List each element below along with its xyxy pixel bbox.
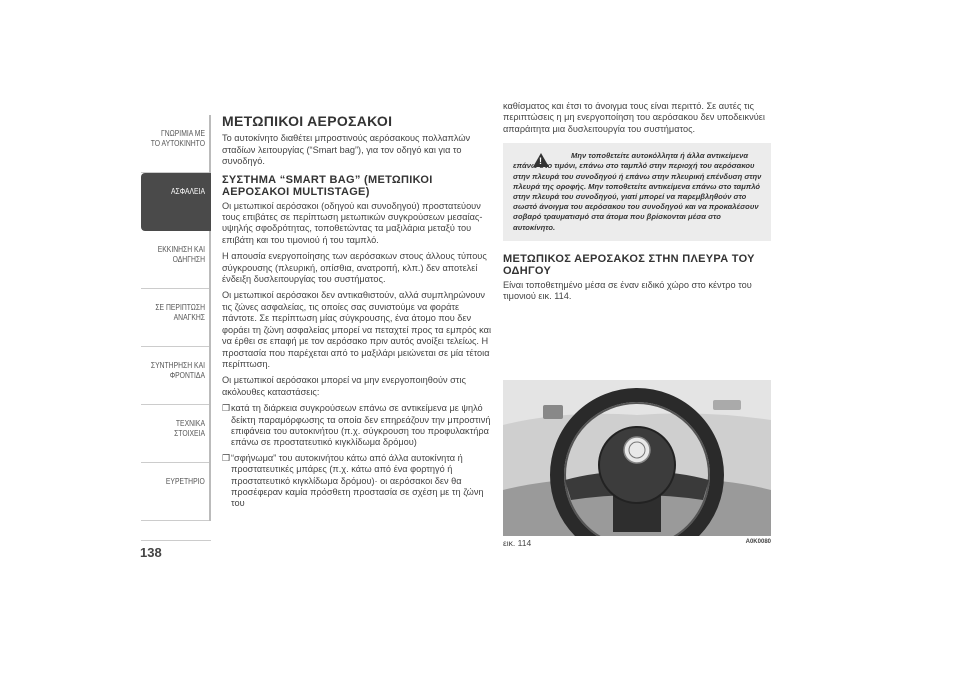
tab-label: ΓΝΩΡΙΜΙΑ ΜΕ ΤΟ ΑΥΤΟΚΙΝΗΤΟ [150,129,205,148]
tab-label: ΤΕΧΝΙΚΑ ΣΤΟΙΧΕΙΑ [174,419,205,438]
tab-starting-driving[interactable] [141,231,211,289]
tab-label: ΣΥΝΤΗΡΗΣΗ ΚΑΙ ΦΡΟΝΤΙΔΑ [150,361,205,380]
paragraph: Οι μετωπικοί αερόσακοι (οδηγού και συνοδηγού) προστατεύουν τους επιβάτες σε περίπτωση μετωπικών συγκρούσεων μεσαίας-υψηλής σφοδρότητας, τοποθετώντας τα μαξιλάρια μεταξύ του επιβάτη και του τιμονιού ή του ταμπλό. [222,200,483,245]
tab-getting-to-know[interactable] [141,115,211,173]
warning-box [503,143,771,241]
figure-caption [503,538,771,548]
steering-wheel-illustration [503,380,771,536]
warning-triangle-icon [533,153,549,167]
tab-label: ΕΥΡΕΤΗΡΙΟ [166,477,205,486]
paragraph: Οι μετωπικοί αερόσακοι μπορεί να μην ενεργοποιηθούν στις ακόλουθες καταστάσεις: [222,375,466,397]
checkbox-bullet-icon: ❒ [222,452,231,463]
list-item [222,403,492,449]
tab-label: ΣΕ ΠΕΡΙΠΤΩΣΗ ΑΝΑΓΚΗΣ [155,303,205,322]
list-item-text: κατά τη διάρκεια συγκρούσεων επάνω σε αντικείμενα με ψηλό δείκτη παραμόρφωσης τα οποία δεν επηρεάζουν την μπροστινή επιφάνεια του αυτοκινήτου (π.χ. σύγκρουση του προφυλακτήρα επάνω σε προστατευτικό κιγκλίδωμα δρόμου) [231,403,491,448]
section-title: ΜΕΤΩΠΙΚΟΙ ΑΕΡΟΣΑΚΟΙ [222,113,393,129]
right-column [503,101,771,308]
tab-label: ΑΣΦΑΛΕΙΑ [170,187,205,196]
image-code: A0K0080 [745,539,771,545]
tab-emergency[interactable] [141,289,211,347]
page-number: 138 [140,545,162,560]
steering-wheel-photo [503,380,771,536]
tab-index[interactable] [141,463,211,521]
subsection-heading: ΜΕΤΩΠΙΚΟΣ ΑΕΡΟΣΑΚΟΣ ΣΤΗΝ ΠΛΕΥΡΑ ΤΟΥ ΟΔΗΓΟΥ [503,252,755,277]
tab-label: ΕΚΚΙΝΗΣΗ ΚΑΙ ΟΔΗΓΗΣΗ [157,245,205,264]
paragraph: Η απουσία ενεργοποίησης των αερόσακων στους άλλους τύπους σύγκρουσης (πλευρική, οπίσθια, ανατροπή, κλπ.) δεν αποτελεί ένδειξη δυσλειτουργίας του συστήματος. [222,251,487,285]
warning-text: Μην τοποθετείτε αυτοκόλλητα ή άλλα αντικείμενα επάνω στο τιμόνι, επάνω στο ταμπλό στην περιοχή του αερόσακου στην πλευρά του συνοδηγού ή επάνω στην πλευρική επένδυση στην πλευρά της οροφής. Μην τοποθετείτε αντικείμενα επάνω στο ταμπλό στην πλευρά του συνοδηγού, γιατί μπορεί να παρεμβληθούν στο σωστό άνοιγμα του αερόσακου του συνοδηγού και να προκαλέσουν σοβαρό τραυματισμό στα άτομα που βρίσκονται μέσα στο αυτοκίνητο. [513,151,762,232]
checkbox-bullet-icon: ❒ [222,403,231,414]
chapter-sidebar [141,115,211,521]
list-item [222,453,492,510]
paragraph: Οι μετωπικοί αερόσακοι δεν αντικαθιστούν, αλλά συμπληρώνουν τις ζώνες ασφαλείας, τις οποίες σας συνιστούμε να φοράτε πάντοτε. Σε περίπτωση μίας σύγκρουσης, ένα άτομο που δεν φοράει τη ζώνη ασφαλείας μπορεί να πεταχτεί προς τα εμπρός και να έρθει σε επαφή με τον αερόσακο πριν αυτός ανοίξει τελείως. Η προστασία που παρέχεται από το μαξιλάρι μειώνεται σε μία τέτοια περίπτωση. [222,290,491,369]
tab-technical-data[interactable] [141,405,211,463]
tab-maintenance[interactable] [141,347,211,405]
list-item-text: “σφήνωμα” του αυτοκινήτου κάτω από άλλα αυτοκίνητα ή προστατευτικές μπάρες (π.χ. κάτω από ένα φορτηγό ή προστατευτικό κιγκλίδωμα δρόμου)· οι αερόσακοι δεν θα προσέφεραν καμία πρόσθετη προστασία σε σχέση με τη ζώνη του [231,452,484,509]
tab-safety[interactable] [141,173,211,231]
paragraph: Είναι τοποθετημένο μέσα σε έναν ειδικό χώρο στο κέντρο του τιμονιού εικ. 114. [503,279,752,302]
caption-text: εικ. 114 [503,538,532,548]
divider [141,540,211,541]
continuation-paragraph: καθίσματος και έτσι το άνοιγμα τους είναι περιττό. Σε αυτές τις περιπτώσεις η μη ενεργοποίηση του αερόσακου δεν υποδεικνύει απαράιτητα μια δυσλειτουργία του συστήματος. [503,101,765,134]
left-column [222,113,492,514]
subsection-heading: ΣΥΣΤΗΜΑ “SMART BAG” (ΜΕΤΩΠΙΚΟΙ ΑΕΡΟΣΑΚΟΙ MULTISTAGE) [222,173,433,198]
intro-paragraph: Το αυτοκίνητο διαθέτει μπροστινούς αερόσακους πολλαπλών σταδίων λειτουργίας (“Smart bag”), για τον οδηγό και για το συνοδηγό. [222,133,471,167]
